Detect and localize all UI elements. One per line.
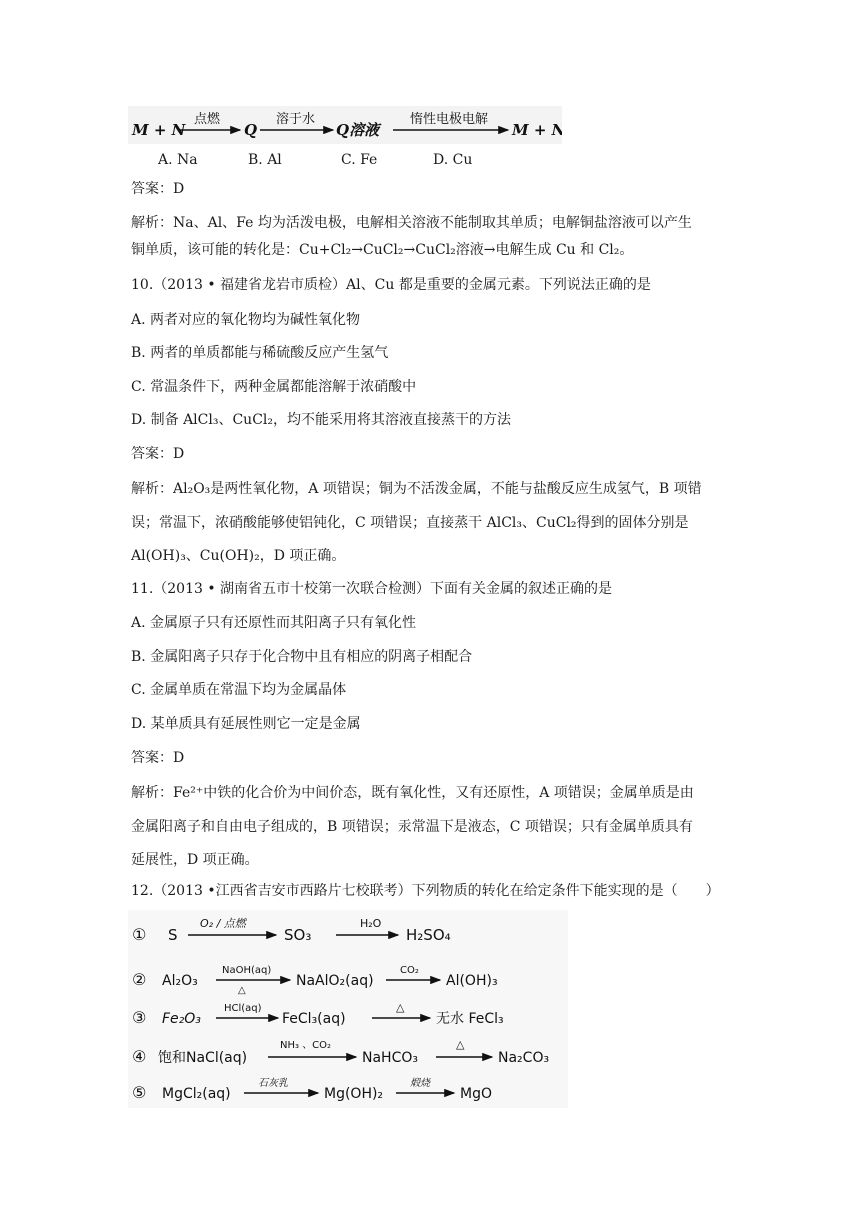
conversion-scheme-svg <box>128 910 568 1108</box>
row5-number: ⑤ <box>132 1083 147 1102</box>
row5-intermediate: Mg(OH)₂ <box>324 1086 384 1102</box>
q10-option-c: C. 常温条件下，两种金属都能溶解于浓硝酸中 <box>131 379 417 395</box>
row3-condition2: △ <box>396 1001 405 1014</box>
scheme-mid1: Q <box>244 121 258 139</box>
q9-option-d: D. Cu <box>433 152 473 168</box>
row4-number: ④ <box>132 1047 147 1066</box>
q11-option-a: A. 金属原子只有还原性而其阳离子只有氧化性 <box>131 615 417 631</box>
row5-product: MgO <box>460 1086 492 1102</box>
row2-product: Al(OH)₃ <box>446 973 498 989</box>
q11-option-b: B. 金属阳离子只存于化合物中且有相应的阴离子相配合 <box>131 649 473 665</box>
row2-number: ② <box>132 970 147 989</box>
q11-analysis-line2: 金属阳离子和自由电子组成的，B 项错误；汞常温下是液态，C 项错误；只有金属单质具有 <box>131 819 693 835</box>
row5-condition1: 石灰乳 <box>258 1078 288 1089</box>
q12-row-2 <box>132 965 498 996</box>
row4-condition1: NH₃ 、CO₂ <box>280 1040 332 1051</box>
row1-condition1: O₂ / 点燃 <box>200 917 246 930</box>
row4-intermediate: NaHCO₃ <box>362 1050 418 1066</box>
row3-condition1: HCl(aq) <box>224 1003 262 1014</box>
q9-option-b: B. Al <box>248 152 282 168</box>
q10-stem: 10.（2013 • 福建省龙岩市质检）Al、Cu 都是重要的金属元素。下列说法正确的是 <box>131 277 651 293</box>
row4-condition2: △ <box>456 1038 465 1051</box>
q10-answer: 答案：D <box>131 446 185 462</box>
q12-row-4 <box>132 1038 549 1066</box>
q10-option-d: D. 制备 AlCl₃、CuCl₂，均不能采用将其溶液直接蒸干的方法 <box>131 412 511 428</box>
q10-analysis-line1: 解析：Al₂O₃是两性氧化物，A 项错误；铜为不活泼金属，不能与盐酸反应生成氢气，B 项错 <box>131 481 702 497</box>
row2-condition2: CO₂ <box>400 965 419 976</box>
conversion-scheme-image <box>128 910 568 1108</box>
row1-reactant: S <box>168 926 178 944</box>
q11-analysis-line3: 延展性，D 项正确。 <box>131 852 259 868</box>
q11-option-c: C. 金属单质在常温下均为金属晶体 <box>131 682 347 698</box>
reaction-scheme-svg <box>128 106 562 144</box>
q9-analysis-line1: 解析：Na、Al、Fe 均为活泼电极，电解相关溶液不能制取其单质；电解铜盐溶液可以产生 <box>131 215 692 231</box>
q10-option-a: A. 两者对应的氧化物均为碱性氧化物 <box>131 312 361 328</box>
q11-option-d: D. 某单质具有延展性则它一定是金属 <box>131 716 361 732</box>
q12-row-1 <box>132 917 451 944</box>
row3-number: ③ <box>132 1008 147 1027</box>
row3-product: 无水 FeCl₃ <box>436 1011 504 1027</box>
row3-intermediate: FeCl₃(aq) <box>282 1011 346 1027</box>
q9-option-c: C. Fe <box>341 152 378 168</box>
q12-row-5 <box>132 1077 492 1102</box>
row2-reactant: Al₂O₃ <box>162 973 198 989</box>
q10-option-b: B. 两者的单质都能与稀硫酸反应产生氢气 <box>131 345 389 361</box>
row2-condition1: NaOH(aq) <box>222 965 272 976</box>
scheme-arrow2-label: 溶于水 <box>276 112 316 127</box>
row5-reactant: MgCl₂(aq) <box>162 1086 231 1102</box>
q12-stem: 12.（2013 •江西省吉安市西路片七校联考）下列物质的转化在给定条件下能实现的是（ ） <box>131 883 720 899</box>
q9-analysis-line2: 铜单质，该可能的转化是：Cu+Cl₂→CuCl₂→CuCl₂溶液→电解生成 Cu 和 Cl₂。 <box>131 242 634 258</box>
row1-number: ① <box>132 925 147 944</box>
q9-option-a: A. Na <box>158 152 198 168</box>
row1-intermediate: SO₃ <box>284 926 312 944</box>
row5-condition2: 煅烧 <box>410 1078 430 1089</box>
q10-analysis-line2: 误；常温下，浓硝酸能够使铝钝化，C 项错误；直接蒸干 AlCl₃、CuCl₂得到的固体分别是 <box>131 515 689 531</box>
row1-product: H₂SO₄ <box>406 926 451 944</box>
row4-product: Na₂CO₃ <box>498 1050 550 1066</box>
reaction-scheme-image <box>128 106 562 144</box>
scheme-arrow1-label: 点燃 <box>194 112 221 127</box>
row3-reactant: Fe₂O₃ <box>162 1011 201 1027</box>
scheme-start: M + N <box>132 121 186 139</box>
row4-reactant: 饱和NaCl(aq) <box>158 1050 248 1066</box>
q11-answer: 答案：D <box>131 750 185 766</box>
row1-condition2: H₂O <box>360 917 382 930</box>
q9-answer: 答案：D <box>131 181 185 197</box>
q11-stem: 11.（2013 • 湖南省五市十校第一次联合检测）下面有关金属的叙述正确的是 <box>131 581 613 597</box>
q11-analysis-line1: 解析：Fe²⁺中铁的化合价为中间价态，既有氧化性，又有还原性，A 项错误；金属单质是由 <box>131 785 694 801</box>
scheme-mid2: Q溶液 <box>336 121 380 139</box>
scheme-arrow3-label: 惰性电极电解 <box>410 112 489 127</box>
row2-condition1-heat: △ <box>238 985 246 996</box>
row2-intermediate: NaAlO₂(aq) <box>296 973 374 989</box>
scheme-end: M + N <box>512 121 562 139</box>
q12-row-3 <box>132 1001 504 1027</box>
q10-analysis-line3: Al(OH)₃、Cu(OH)₂，D 项正确。 <box>131 548 346 564</box>
